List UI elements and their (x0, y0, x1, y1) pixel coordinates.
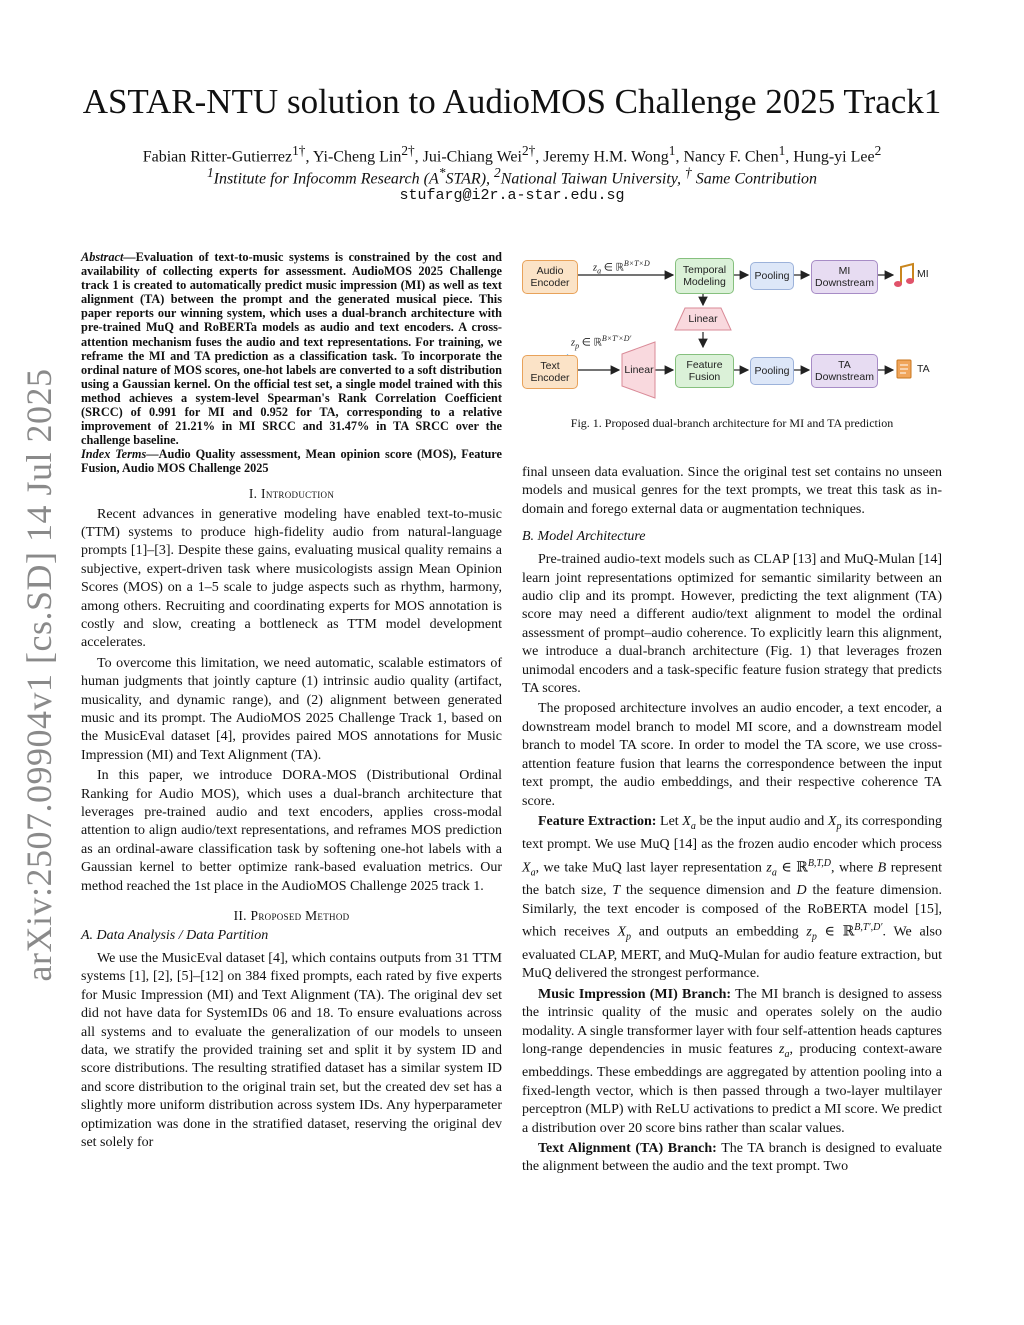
section-title: Introduction (261, 485, 335, 501)
feature-extraction-paragraph: Feature Extraction: Let $X_a$ be the input audio and $X_p$ its corresponding text prompt. We use MuQ [14] as the frozen audio encoder which process $X_a$, we take MuQ last layer representation $z_a$ ∈ ℝ$^{B,T,D}$, where B represent the batch size, T the sequence dimension and D the feature dimension. Similarly, the text encoder is composed of the RoBERTA model [15], which receives $X_p$ and outputs an embedding $z_p$ ∈ ℝ$^{B,T',D'}$. We also evaluated CLAP, MERT, and MuQ-Mulan for audio feature extraction, but MuQ delivered the strongest performance. (522, 813, 943, 982)
intro-paragraph-1: Recent advances in generative modeling have enabled text-to-music (TTM) systems to produce high-fidelity audio from natural-language prompts [1]–[3]. Despite these gains, evaluating musical quality remains a subjective, expert-driven task where musicologists assign Mean Opinion Scores (MOS) on a 1–5 scale to judge aspects such as rhythm, harmony, among others. Recruiting and coordinating experts for MOS annotation is costly and slow, creating a bottleneck as TTM model development accelerates. (81, 506, 502, 651)
zp-dimension-label: $z_p$ ∈ ℝ$^{B\times T'\times D'}$ (571, 334, 632, 351)
ta-branch-paragraph: Text Alignment (TA) Branch: The TA branch is designed to evaluate the alignment between the audio and the text prompt. Two (522, 1140, 943, 1175)
mi-output-label: MI (917, 268, 929, 280)
left-column (81, 250, 502, 1155)
data-partition-paragraph: We use the MusicEval dataset [4], which contains outputs from 31 TTM systems [1], [2], [5]–[12] on 384 fixed prompts, each rated by five experts for Music Impression (MI) and Text Alignment (TA). The original dev set did not have data for SystemIDs 06 and 18. To ensure evaluations across all systems and to evaluate the generalization of our models to unseen data, we stratify the provided training set and split it by system ID and score distributions. The resulting stratified dataset has a similar system ID and score distribution to the original train set, but the created dev set has a slightly more uniform distribution across system IDs. Any hyperparameter optimization was done in the stratified dataset, reserving the original dev set solely for (81, 951, 502, 1151)
continued-paragraph: final unseen data evaluation. Since the original test set contains no unseen models and musical genres for the text prompts, we treat this task as in-domain and forego external data or augmentation techniques. (522, 465, 942, 517)
ta-branch-label: Text Alignment (TA) Branch: (538, 1140, 717, 1156)
paper-title: ASTAR-NTU solution to AudioMOS Challenge 2025 Track1 (82, 82, 942, 121)
text-encoder-block: Text Encoder (522, 355, 578, 389)
subsection-heading-architecture: B. Model Architecture (522, 529, 646, 545)
section-heading-method (81, 908, 502, 924)
mi-downstream-block: MI Downstream (811, 260, 878, 294)
mi-branch-paragraph: Music Impression (MI) Branch: The MI branch is designed to assess the intrinsic quality of the music and operates solely on the audio modality. A single transformer layer with four self-attention heads captures long-range dependencies in music features $z_a$, producing context-aware embeddings. These embeddings are aggregated by attention pooling into a fixed-length vector, which is then passed through a two-layer multilayer perceptron (MLP) with ReLU activations to predict a MI score. We predict a distribution over 20 score bins rather than scalar values. (522, 986, 942, 1136)
ta-downstream-block: TA Downstream (811, 354, 878, 388)
linear-left-label: Linear (624, 364, 654, 376)
pooling-block-mi: Pooling (750, 262, 794, 290)
feature-extraction-label: Feature Extraction: (538, 813, 657, 829)
index-terms (81, 447, 502, 475)
abstract-label: Abstract— (81, 250, 136, 264)
temporal-modeling-block: Temporal Modeling (675, 258, 734, 294)
section-heading-introduction (81, 486, 502, 502)
author-list: Fabian Ritter-Gutierrez$^{1\dagger}$, Yi-Cheng Lin$^{2\dagger}$, Jui-Chiang Wei$^{2\dagger}$, Jeremy H.M. Wong$^1$, Nancy F. Chen$^1$, Hung-yi Lee$^2$ (142, 143, 882, 166)
architecture-paragraph-1: Pre-trained audio-text models such as CLAP [13] and MuQ-Mulan [14] learn joint representations optimized for semantic similarity between an audio clip and its prompt. However, predicting the text alignment (TA) score may need a different audio/text alignment to model the ordinal assessment of prompt–audio coherence. To explicitly learn this alignment, we introduce a dual-branch architecture (Fig. 1) that leverages frozen unimodal encoders and a task-specific feature fusion strategy that predicts TA scores. (522, 552, 942, 697)
music-note-icon (894, 264, 914, 287)
arxiv-stamp (14, 368, 64, 982)
affiliations: $^1$Institute for Infocomm Research (A*STAR), $^2$National Taiwan University, † Same Contribution (206, 165, 818, 188)
subsection-heading-data: A. Data Analysis / Data Partition (81, 928, 269, 944)
section-number: I. (248, 485, 262, 501)
audio-encoder-block: Audio Encoder (522, 260, 578, 294)
za-dimension-label: $z_a$ ∈ ℝ$^{B\times T\times D}$ (593, 259, 650, 276)
intro-paragraph-3: In this paper, we introduce DORA-MOS (Distributional Ordinal Ranking for Audio MOS), which uses a dual-branch architecture that leverages pre-trained audio and text encoders, applies cross-modal attention to align audio/text representations, and reframes MOS prediction as an ordinal-aware classification task by softening one-hot labels with a Gaussian kernel to better optimize rank-based evaluation metrics. Our method reached the 1st place in the AudioMOS Challenge 2025 track 1. (81, 768, 502, 894)
index-terms-label: Index Terms (81, 447, 147, 462)
figure-caption: Fig. 1. Proposed dual-branch architecture for MI and TA prediction (570, 416, 894, 430)
ta-output-label: TA (917, 363, 930, 375)
document-icon (897, 360, 911, 378)
contact-email[interactable]: stufarg@i2r.a-star.edu.sg (399, 187, 625, 204)
architecture-figure (515, 248, 945, 408)
right-column (522, 464, 942, 1179)
abstract (81, 250, 502, 447)
linear-center-label: Linear (688, 313, 718, 325)
index-terms-text: —Audio Quality assessment, Mean opinion score (MOS), Feature Fusion, Audio MOS Challenge 2025 (81, 447, 502, 476)
pooling-block-ta: Pooling (750, 357, 794, 385)
abstract-text: Evaluation of text-to-music systems is constrained by the cost and availability of collecting experts for assessment. AudioMOS 2025 Challenge track 1 is created to automatically predict music impression (MI) as well as text alignment (TA) between the prompt and the generated musical piece. This paper reports our winning system, which uses a dual-branch architecture with pre-trained MuQ and RoBERTa models as audio and text encoders. A cross-attention mechanism fuses the audio and text representations. For training, we reframe the MI and TA prediction as a classification task. To incorporate the ordinal nature of MOS scores, one-hot labels are converted to a soft distribution using a Gaussian kernel. On the official test set, a single model trained with this method achieves a system-level Spearman's Rank Correlation Coefficient (SRCC) of 0.991 for MI and 0.952 for TA, corresponding to a relative improvement of 21.21% in MI SRCC and 31.47% in TA SRCC over the challenge baseline. (81, 250, 502, 448)
section-number: II. (233, 908, 251, 924)
architecture-paragraph-2: The proposed architecture involves an audio encoder, a text encoder, a downstream model branch to model MI score, and a downstream model branch to model TA score. In order to model the TA score, we use cross-attention feature fusion that learns the correspondence between the input text prompt, the audio embeddings, and their respective coherence TA score. (522, 701, 942, 809)
section-title: Proposed Method (250, 908, 350, 924)
arxiv-id: arXiv:2507.09904v1 [cs.SD] 14 Jul 2025 (19, 368, 59, 982)
intro-paragraph-2: To overcome this limitation, we need automatic, scalable estimators of human judgments that jointly capture (1) intrinsic audio quality (artifact, musicality, and dynamic range), and (2) alignment between generated music and its prompt. The AudioMOS 2025 Challenge Track 1, based on the MusicEval dataset [4], provides paired MOS annotations for Music Impression (MI) and Text Alignment (TA). (81, 655, 502, 763)
feature-fusion-block: Feature Fusion (675, 354, 734, 388)
mi-branch-label: Music Impression (MI) Branch: (538, 986, 732, 1002)
